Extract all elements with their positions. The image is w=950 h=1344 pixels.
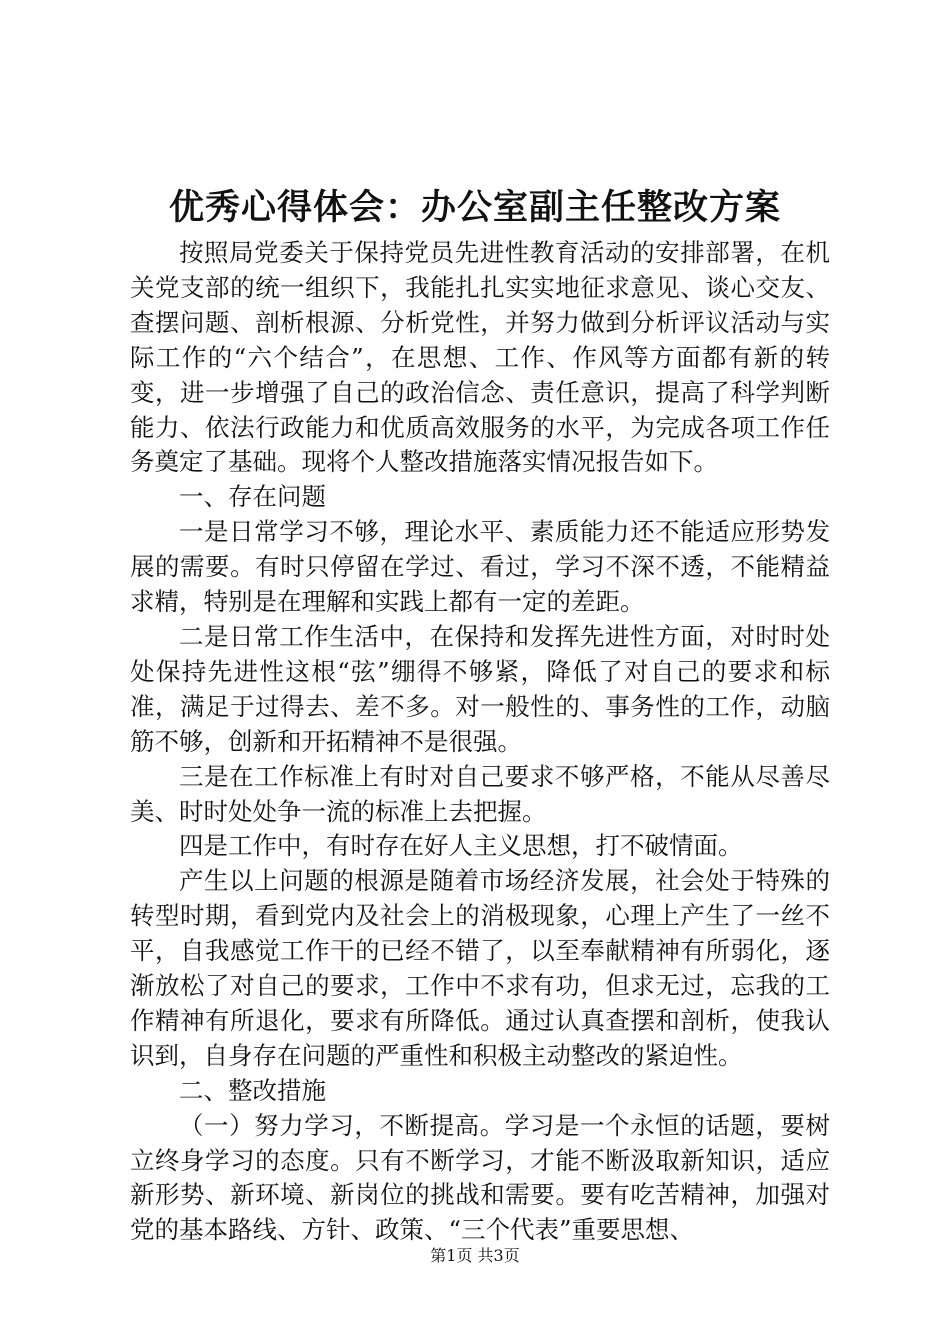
paragraph-problem-4: 四是工作中，有时存在好人主义思想，打不破情面。	[179, 831, 743, 861]
document-title: 优秀心得体会：办公室副主任整改方案	[168, 187, 781, 228]
page-number-footer: 第1页 共3页	[430, 1246, 520, 1265]
paragraph-root-cause: 产生以上问题的根源是随着市场经济发展，社会处于特殊的转型时期，看到党内及社会上的消极现象，心理上产生了一丝不平，自我感觉工作干的已经不错了，以至奉献精神有所弱化，逐渐放松了对自己的要求，工作中不求有功，但求无过，忘我的工作精神有所退化，要求有所降低。通过认真查摆和剖析，使我认识到，自身存在问题的严重性和积极主动整改的紧迫性。	[130, 866, 830, 1070]
paragraph-intro: 按照局党委关于保持党员先进性教育活动的安排部署，在机关党支部的统一组织下，我能扎扎实实地征求意见、谈心交友、查摆问题、剖析根源、分析党性，并努力做到分析评议活动与实际工作的“六个结合”，在思想、工作、作风等方面都有新的转变，进一步增强了自己的政治信念、责任意识，提高了科学判断能力、依法行政能力和优质高效服务的水平，为完成各项工作任务奠定了基础。现将个人整改措施落实情况报告如下。	[130, 238, 830, 477]
paragraph-problem-2: 二是日常工作生活中，在保持和发挥先进性方面，对时时处处保持先进性这根“弦”绷得不够紧，降低了对自己的要求和标准，满足于过得去、差不多。对一般性的、事务性的工作，动脑筋不够，创新和开拓精神不是很强。	[130, 621, 830, 756]
document-body	[130, 236, 830, 1248]
section-heading-measures: 二、整改措施	[179, 1075, 326, 1105]
paragraph-problem-1: 一是日常学习不够，理论水平、素质能力还不能适应形势发展的需要。有时只停留在学过、看过，学习不深不透，不能精益求精，特别是在理解和实践上都有一定的差距。	[130, 517, 830, 617]
paragraph-measure-1: （一）努力学习，不断提高。学习是一个永恒的话题，要树立终身学习的态度。只有不断学习，才能不断汲取新知识，适应新形势、新环境、新岗位的挑战和需要。要有吃苦精神，加强对党的基本路线、方针、政策、“三个代表”重要思想、	[130, 1110, 830, 1245]
paragraph-problem-3: 三是在工作标准上有时对自己要求不够严格，不能从尽善尽美、时时处处争一流的标准上去把握。	[130, 761, 830, 826]
section-heading-problems: 一、存在问题	[179, 482, 326, 512]
